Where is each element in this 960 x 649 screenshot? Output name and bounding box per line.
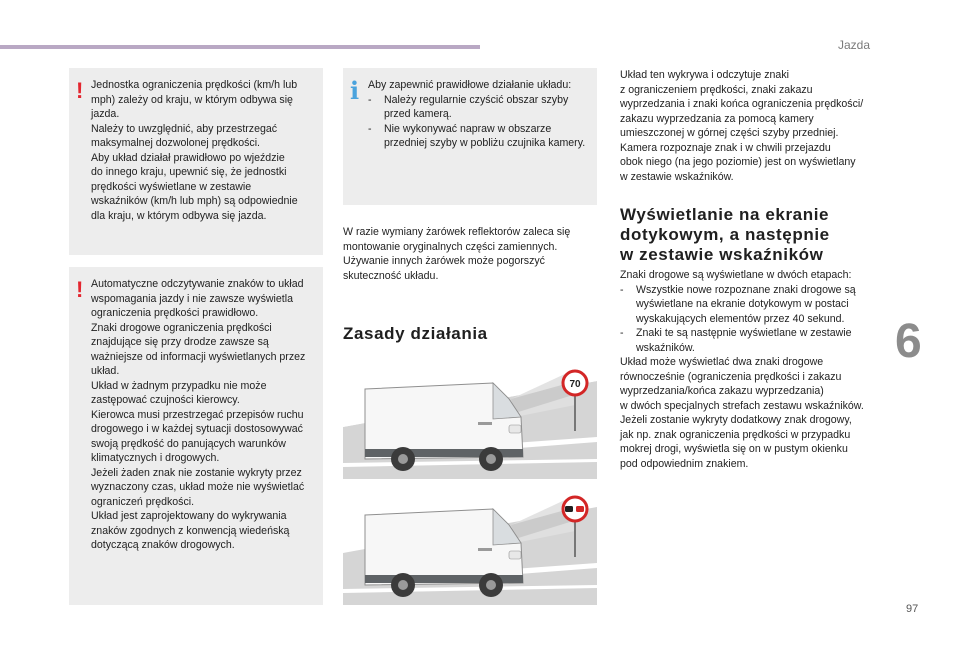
info-list — [368, 93, 591, 151]
van-overtaking-sign-illustration — [343, 493, 597, 605]
chapter-number: 6 — [895, 315, 922, 368]
info-icon: i — [350, 76, 360, 105]
header-accent-bar — [0, 45, 480, 49]
warning-icon: ! — [76, 277, 84, 302]
list-item: - Nie wykonywać napraw w obszarze przedniej szyby w pobliżu czujnika kamery. — [368, 122, 586, 149]
list-item: - Należy regularnie czyścić obszar szyby przed kamerą. — [368, 93, 569, 120]
warning-text: Jednostka ograniczenia prędkości (km/h lub mph) zależy od kraju, w którym odbywa się jazda. Należy to uwzględnić, aby przestrzegać maksymalnej dozwolonej prędkości. Aby układ działał prawidłowo po wjeździe do innego kraju, upewnić się, że jednostki prędkości wyświetlane w zestawie wskaźników (km/h lub mph) są odpowiednie dla kraju, w którym odbywa się jazda. — [91, 79, 298, 222]
display-stages-list — [620, 283, 882, 356]
info-intro: Aby zapewnić prawidłowe działanie układu: — [368, 79, 572, 91]
system-description-paragraph: Układ ten wykrywa i odczytuje znaki z ograniczeniem prędkości, znaki zakazu wyprzedzania i znaki końca ograniczenia prędkości/ zakazu wyprzedzania za pomocą kamery umieszczonej w górnej części szyby przedniej. Kamera rozpoznaje znak i w chwili przejazdu obok niego (na jego poziomie) jest on wyświetlany w zestawie wskaźników. — [620, 69, 864, 183]
page-number: 97 — [906, 603, 919, 615]
van-illustration — [365, 383, 523, 471]
van-illustration — [365, 509, 523, 597]
van-speed-sign-illustration — [343, 367, 597, 479]
warning-icon: ! — [76, 78, 84, 103]
warning-box-unit — [69, 68, 323, 255]
section-heading-display: Wyświetlanie na ekranie dotykowym, a następnie w zestawie wskaźników — [620, 205, 830, 264]
section-label: Jazda — [838, 38, 871, 52]
info-box-maintenance — [343, 68, 597, 205]
bulb-replacement-paragraph: W razie wymiany żarówek reflektorów zaleca się montowanie oryginalnych części zamiennych. Używanie innych żarówek może pogorszyć skuteczność układu. — [343, 226, 571, 282]
list-item: - Znaki te są następnie wyświetlane w zestawie wskaźników. — [620, 327, 852, 354]
display-intro: Znaki drogowe są wyświetlane w dwóch etapach: — [620, 269, 852, 281]
section-heading-operating-principles: Zasady działania — [343, 324, 488, 343]
list-item: - Wszystkie nowe rozpoznane znaki drogowe są wyświetlane na ekranie dotykowym w postaci wyskakujących elementów przez 40 sekund. — [620, 283, 856, 325]
speed-limit-value: 70 — [569, 379, 581, 390]
warning-box-automatic-reading — [69, 267, 323, 605]
display-outro: Układ może wyświetlać dwa znaki drogowe równocześnie (ograniczenia prędkości i zakazu wyprzedzania/końca zakazu wyprzedzania) w dwóch specjalnych strefach zestawu wskaźników. Jeżeli zostanie wykryty dodatkowy znak drogowy, jak np. znak ograniczenia prędkości w przypadku mokrej drogi, wyświetla się on w pustym okienku pod odpowiednim znakiem. — [620, 356, 864, 470]
display-stages-text — [620, 268, 882, 471]
warning-text: Automatyczne odczytywanie znaków to układ wspomagania jazdy i nie zawsze wyświetla ograniczenia prędkości prawidłowo. Znaki drogowe ograniczenia prędkości znajdujące się przy drodze zawsze są ważniejsze od informacji wyświetlanych przez układ. Układ w żadnym przypadku nie może zastępować czujności kierowcy. Kierowca musi przestrzegać przepisów ruchu drogowego i w każdej sytuacji dostosowywać swoją prędkość do panujących warunków klimatycznych i drogowych. Jeżeli żaden znak nie zostanie wykryty przez wyznaczony czas, układ może nie wyświetlać ograniczeń prędkości. Układ jest zaprojektowany do wykrywania znaków zgodnych z konwencją wiedeńską dotyczącą znaków drogowych. — [91, 278, 306, 551]
